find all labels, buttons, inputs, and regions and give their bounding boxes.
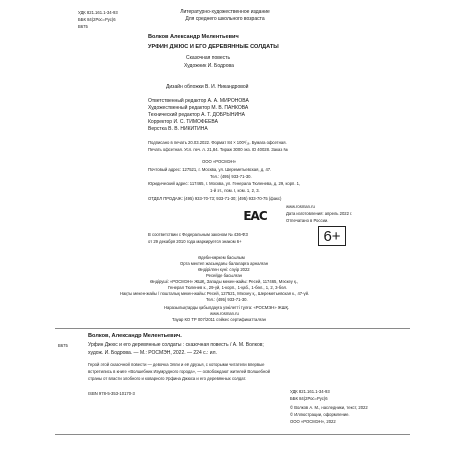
- kz-line: Өндіруші: «РОСМЭН» ЖШҚ, Запады мекен-жайы: Ресей, 117465, Мәскеу қ.,: [150, 279, 299, 284]
- copyright-line: ООО «РОСМЭН», 2022: [290, 419, 336, 424]
- kz-line: Ресейде басылған: [206, 273, 242, 278]
- book-title: УРФИН ДЖЮС И ЕГО ДЕРЕВЯННЫЕ СОЛДАТЫ: [148, 44, 279, 50]
- book-code: В675: [78, 24, 88, 29]
- credit-proofreader: Корректор И. С. ТИМОФЕЕВА: [148, 119, 218, 125]
- kz-line: Өндірілген күні: сәуір 2022: [198, 267, 250, 272]
- catalog-title-line: худож. И. Бодрова. — М.: РОСМЭН, 2022. — 224 с.: ил.: [88, 350, 217, 356]
- credit-layout: Верстка В. В. НИКИТИНА: [148, 126, 208, 132]
- isbn: ISBN 978-5-353-10170-3: [88, 391, 135, 396]
- divider-line: [55, 434, 410, 435]
- catalog-author-heading: Волков, Александр Мелентьевич.: [88, 333, 182, 339]
- print-info-line: Печать офсетная. Усл. печ. л. 21,84. Тираж 3000 экз. ID 40028. Заказ №: [148, 147, 288, 152]
- copyright-line: © Волков А. М., наследники, текст, 2022: [290, 405, 368, 410]
- kz-line: Әдеби-көркем басылым: [198, 255, 245, 260]
- kz-line: www.rosman.ru: [210, 311, 239, 316]
- age-group-line: Для среднего школьного возраста: [185, 16, 265, 22]
- annotation-line: страны от власти злобного и коварного Урфина Джюса и его деревянных солдат.: [88, 376, 247, 381]
- kz-line: Нақты мекен-жайы / пошталық мекен-жайы: Ресей, 127521, Мәскеу қ., Шереметьевская к., 47-үй.: [120, 291, 310, 296]
- credit-art-editor: Художественный редактор М. В. ПАНКОВА: [148, 105, 249, 111]
- kz-line: Генерал Тюленев к., 29-үй, 1-корп., 1-қаб., 1-бөл., 1, 2, 3-бөл.: [168, 285, 288, 290]
- catalog-udk: УДК 821.161.1-34-93: [290, 389, 330, 394]
- cover-design-credit: Дизайн обложки В. И. Никандровой: [166, 84, 249, 90]
- udk-code: УДК 821.161.1-34-93: [78, 10, 118, 15]
- manufacture-date: Дата изготовления: апрель 2022 г.: [286, 211, 353, 216]
- kz-line: Тауар КО ТР 007/2011 сәйкес сертификатталған: [172, 317, 266, 322]
- catalog-title-line: Урфин Джюс и его деревянные солдаты : сказочная повесть / А. М. Волков;: [88, 342, 264, 348]
- annotation-line: Герой этой сказочной повести — девочка Элли и её друзья, с которыми читатели впервые: [88, 362, 265, 367]
- catalog-bbk: ББК 84(2Рос=Рус)6: [290, 396, 328, 401]
- publisher-postal-address: Почтовый адрес: 127521, г. Москва, ул. Шереметьевская, д. 47.: [148, 167, 272, 172]
- divider-line: [55, 328, 410, 329]
- catalog-code: В675: [58, 343, 68, 348]
- credit-tech-editor: Технический редактор А. Т. ДОБРЫНИНА: [148, 112, 245, 118]
- law-marking-line: от 29 декабря 2010 года маркируется знаком 6+: [148, 239, 242, 244]
- illustrator-credit: Художник И. Бодрова: [184, 63, 234, 69]
- eac-mark: EAC: [243, 209, 267, 223]
- copyright-line: © Иллюстрации, оформление.: [290, 412, 350, 417]
- kz-line: Тел.: (495) 933-71-30.: [206, 297, 248, 302]
- credit-editor: Ответственный редактор А. А. МИРОНОВА: [148, 98, 249, 104]
- printed-in: Отпечатано в России.: [286, 218, 329, 223]
- genre-line: Литературно-художественное издание: [180, 9, 270, 15]
- bbk-code: ББК 84(2Рос=Рус)6: [78, 17, 116, 22]
- book-subtitle: Сказочная повесть: [186, 55, 231, 61]
- kz-line: Орта мектеп жасындағы балаларға арналған: [180, 261, 269, 266]
- kz-line: Наразылықтарды қабылдауға уәкілетті тұлға: «РОСМЭН» ЖШҚ.: [164, 305, 290, 310]
- age-rating-badge: 6+: [318, 226, 346, 246]
- print-info-line: Подписано в печать 20.03.2022. Формат 84 × 100¹/₁₆. Бумага офсетная.: [148, 140, 287, 145]
- publisher-phone: Тел.: (495) 933-71-30.: [210, 174, 252, 179]
- publisher-legal-address-cont: 1-й эт., пом. I, ком. 1, 2, 3.: [210, 188, 260, 193]
- publisher-site: www.rosman.ru: [286, 204, 315, 209]
- law-marking-line: В соответствии с Федеральным законом № 436-ФЗ: [148, 232, 248, 237]
- publisher-legal-address: Юридический адрес: 117465, г. Москва, ул. Генерала Тюленева, д. 29, корп. 1,: [148, 181, 301, 186]
- sales-department: ОТДЕЛ ПРОДАЖ: (495) 933-70-73; 933-71-30; (495) 933-70-75 (факс): [148, 196, 282, 201]
- publisher-name: ООО «РОСМЭН»: [202, 159, 237, 164]
- author-name: Волков Александр Мелентьевич: [148, 34, 239, 40]
- annotation-line: встретились в книге «Волшебник Изумрудного города», — освобождают жителей Волшебной: [88, 369, 270, 374]
